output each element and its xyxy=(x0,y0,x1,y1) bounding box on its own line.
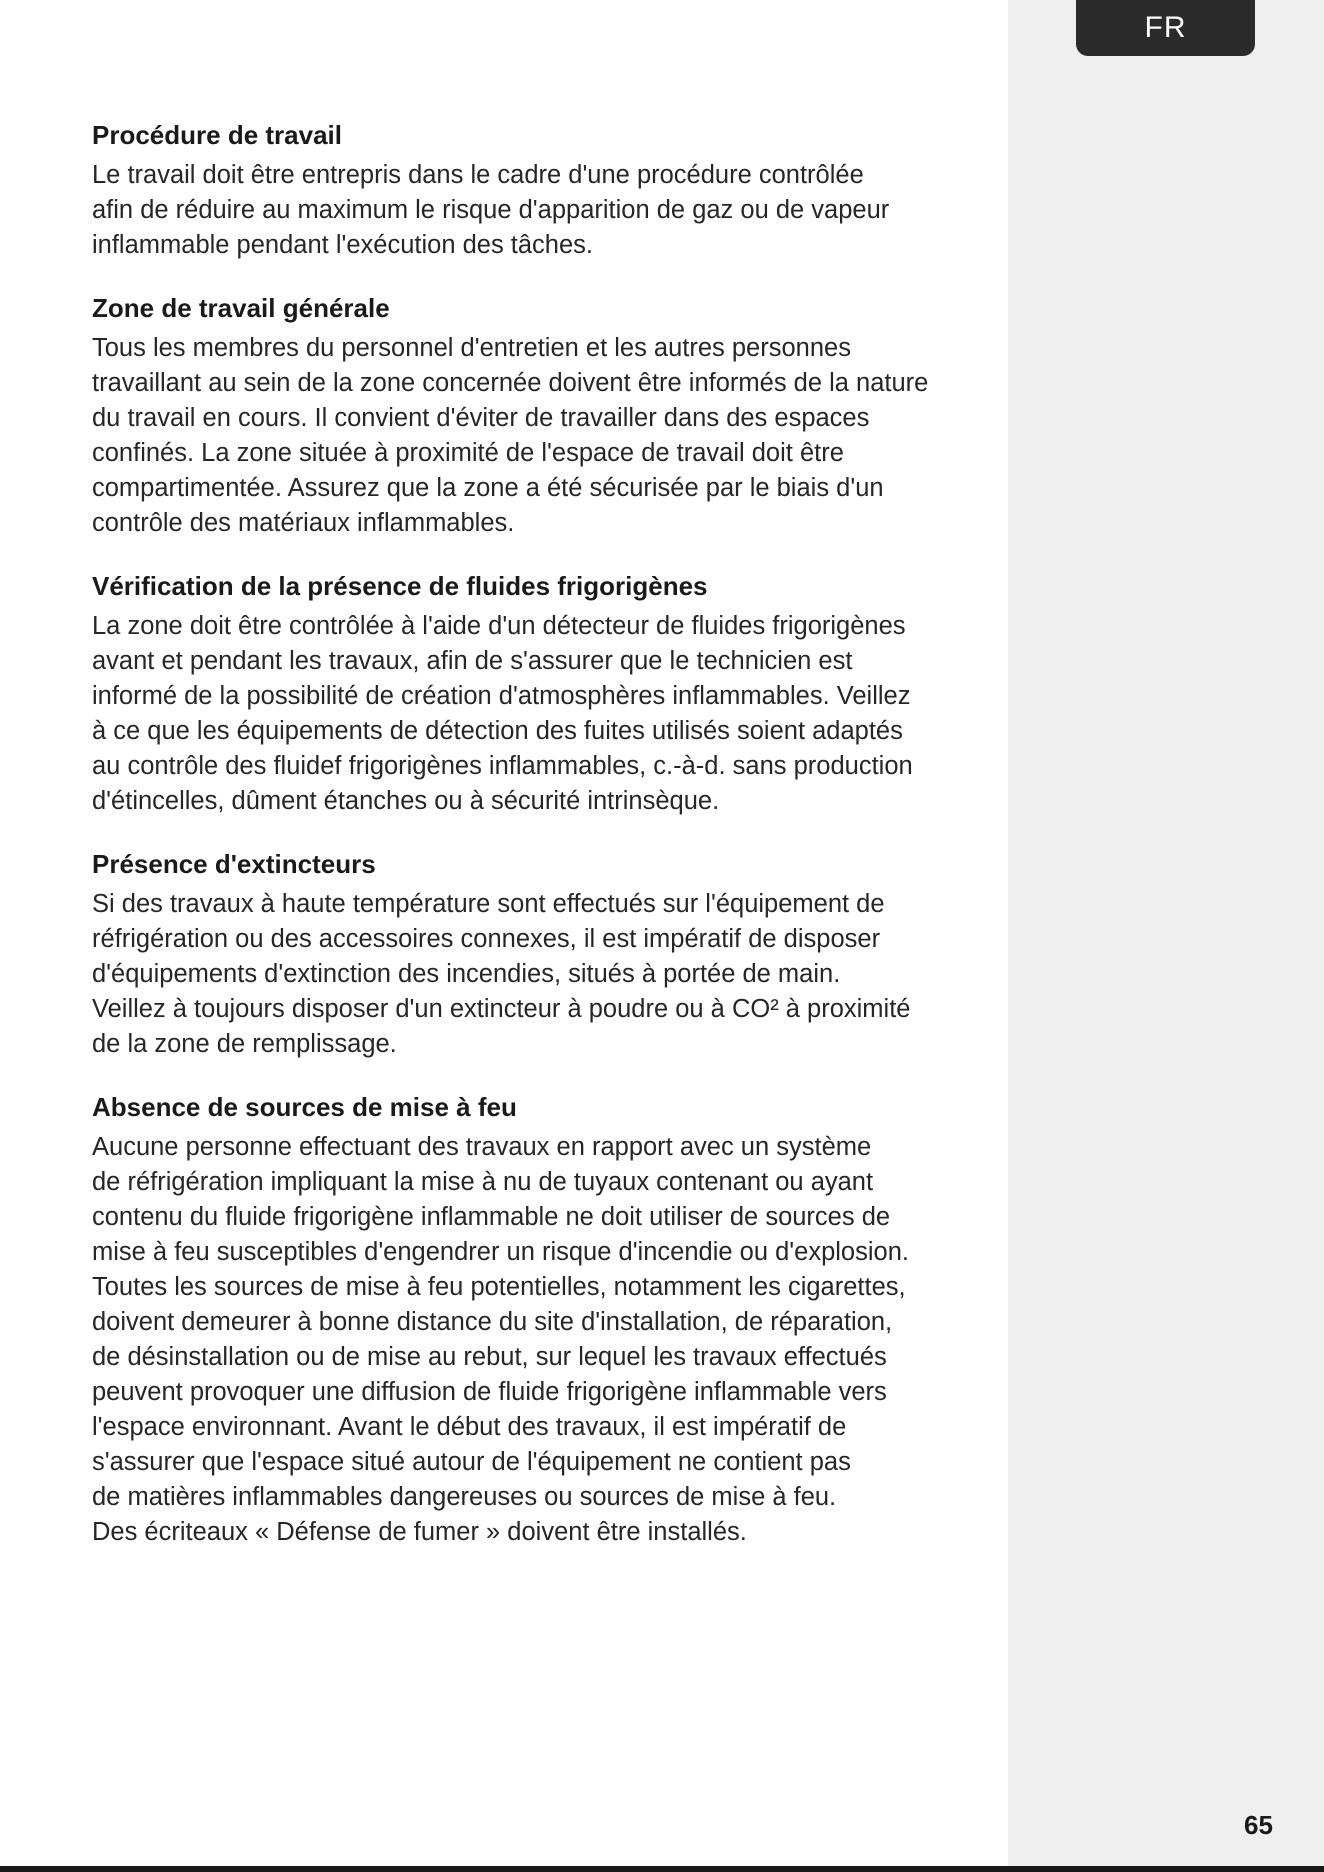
section-verification-fluides xyxy=(92,569,1002,819)
language-tab: FR xyxy=(1076,0,1255,56)
section-heading: Procédure de travail xyxy=(92,120,342,150)
section-absence-sources-feu xyxy=(92,1090,1002,1550)
page-content xyxy=(92,118,1002,1578)
section-presence-extincteurs xyxy=(92,847,1002,1062)
section-heading: Absence de sources de mise à feu xyxy=(92,1092,517,1122)
section-body: Le travail doit être entrepris dans le cadre d'une procédure contrôlée afin de réduire au maximum le risque d'apparition de gaz ou de vapeur inflammable pendant l'exécution des tâches. xyxy=(92,161,890,259)
section-heading: Zone de travail générale xyxy=(92,293,390,323)
bottom-rule xyxy=(0,1866,1324,1872)
section-body: Tous les membres du personnel d'entretien et les autres personnes travaillant au sein de la zone concernée doivent être informés de la nature du travail en cours. Il convient d'éviter de travailler dans des espaces confinés. La zone située à proximité de l'espace de travail doit être compartimentée. Assurez que la zone a été sécurisée par le biais d'un contrôle des matériaux inflammables. xyxy=(92,334,929,537)
section-body: La zone doit être contrôlée à l'aide d'un détecteur de fluides frigorigènes avant et pendant les travaux, afin de s'assurer que le technicien est informé de la possibilité de création d'atmosphères inflammables. Veillez à ce que les équipements de détection des fuites utilisés soient adaptés au contrôle des fluidef frigorigènes inflammables, c.-à-d. sans production d'étincelles, dûment étanches ou à sécurité intrinsèque. xyxy=(92,612,913,815)
section-heading: Présence d'extincteurs xyxy=(92,849,376,879)
section-zone-de-travail xyxy=(92,291,1002,541)
section-body: Si des travaux à haute température sont effectués sur l'équipement de réfrigération ou des accessoires connexes, il est impératif de disposer d'équipements d'extinction des incendies, situés à portée de main. Veillez à toujours disposer d'un extincteur à poudre ou à CO² à proximité de la zone de remplissage. xyxy=(92,890,911,1058)
section-body: Aucune personne effectuant des travaux en rapport avec un système de réfrigération impliquant la mise à nu de tuyaux contenant ou ayant contenu du fluide frigorigène inflammable ne doit utiliser de sources de mise à feu susceptibles d'engendrer un risque d'incendie ou d'explosion. Toutes les sources de mise à feu potentielles, notamment les cigarettes, doivent demeurer à bonne distance du site d'installation, de réparation, de désinstallation ou de mise au rebut, sur lequel les travaux effectués peuvent provoquer une diffusion de fluide frigorigène inflammable vers l'espace environnant. Avant le début des travaux, il est impératif de s'assurer que l'espace situé autour de l'équipement ne contient pas de matières inflammables dangereuses ou sources de mise à feu. Des écriteaux « Défense de fumer » doivent être installés. xyxy=(92,1133,909,1546)
section-heading: Vérification de la présence de fluides frigorigènes xyxy=(92,571,708,601)
page-number: 65 xyxy=(1244,1810,1273,1840)
section-procedure-de-travail xyxy=(92,118,1002,263)
side-margin-panel xyxy=(1008,0,1324,1866)
